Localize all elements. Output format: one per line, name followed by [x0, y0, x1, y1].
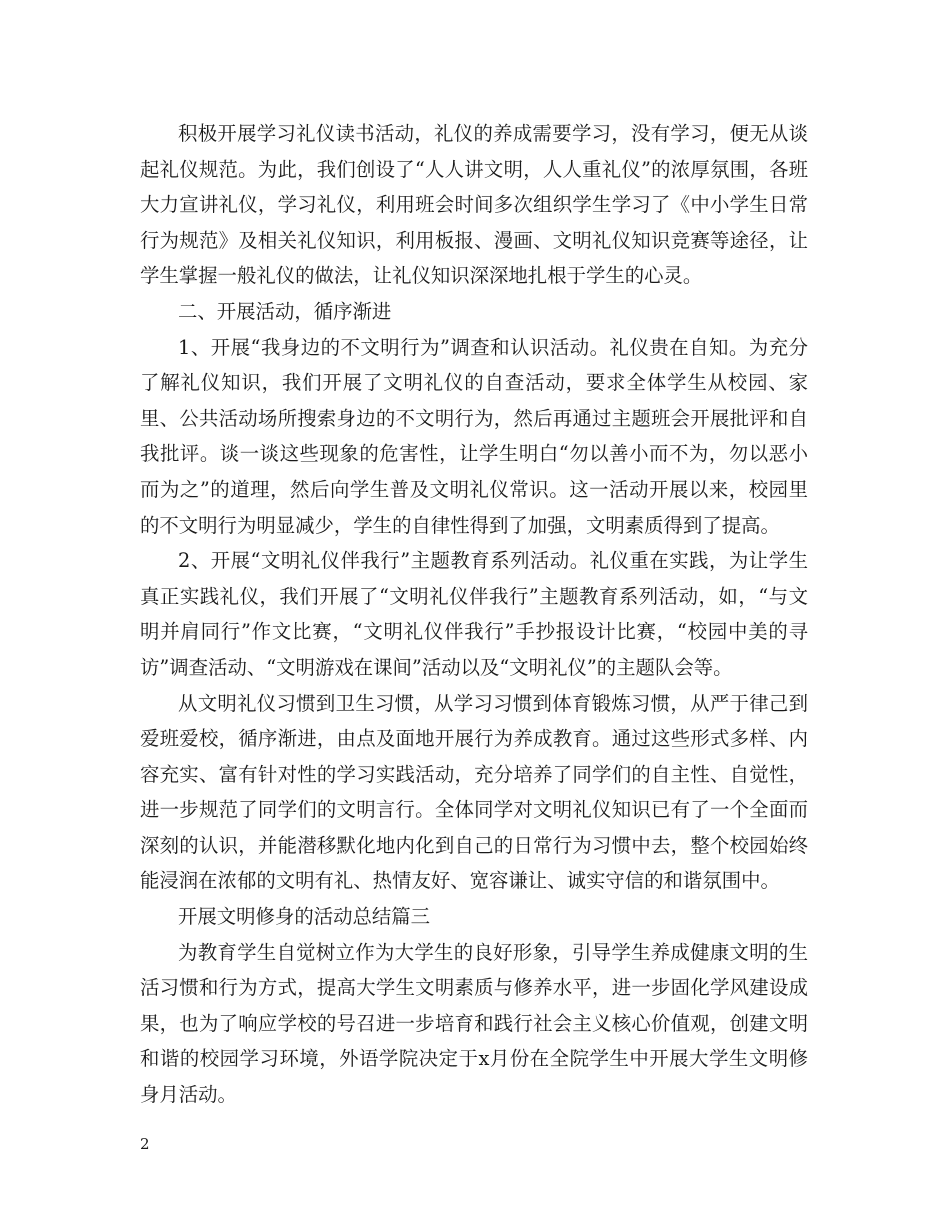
document-body — [140, 116, 808, 1113]
paragraph-reading-activity: 积极开展学习礼仪读书活动，礼仪的养成需要学习，没有学习，便无从谈起礼仪规范。为此，我们创设了“人人讲文明，人人重礼仪”的浓厚氛围，各班大力宣讲礼仪，学习礼仪，利用班会时间多次组织学生学习了《中小学生日常行为规范》及相关礼仪知识，利用板报、漫画、文明礼仪知识竞赛等途径，让学生掌握一般礼仪的做法，让礼仪知识深深地扎根于学生的心灵。 — [140, 122, 808, 288]
page-number: 2 — [140, 1135, 150, 1153]
paragraph-habits: 从文明礼仪习惯到卫生习惯，从学习习惯到体育锻炼习惯，从严于律己到爱班爱校，循序渐进，由点及面地开展行为养成教育。通过这些形式多样、内容充实、富有针对性的学习实践活动，充分培养了同学们的自主性、自觉性，进一步规范了同学们的文明言行。全体同学对文明礼仪知识已有了一个全面而深刻的认识，并能潜移默化地内化到自己的日常行为习惯中去，整个校园始终能浸润在浓郁的文明有礼、热情友好、宽容谦让、诚实守信的和谐氛围中。 — [140, 691, 808, 893]
paragraph-item-2: 2、开展“文明礼仪伴我行”主题教育系列活动。礼仪重在实践，为让学生真正实践礼仪，我们开展了“文明礼仪伴我行”主题教育系列活动，如，“与文明并肩同行”作文比赛，“文明礼仪伴我行”手抄报设计比赛，“校园中美的寻访”调查活动、“文明游戏在课间”活动以及“文明礼仪”的主题队会等。 — [140, 549, 808, 679]
paragraph-part-three-intro: 为教育学生自觉树立作为大学生的良好形象，引导学生养成健康文明的生活习惯和行为方式，提高大学生文明素质与修养水平，进一步固化学风建设成果，也为了响应学校的号召进一步培育和践行社会主义核心价值观，创建文明和谐的校园学习环境，外语学院决定于x月份在全院学生中开展大学生文明修身月活动。 — [140, 940, 808, 1107]
paragraph-item-1: 1、开展“我身边的不文明行为”调查和认识活动。礼仪贵在自知。为充分了解礼仪知识，我们开展了文明礼仪的自查活动，要求全体学生从校园、家里、公共活动场所搜索身边的不文明行为，然后再通过主题班会开展批评和自我批评。谈一谈这些现象的危害性，让学生明白“勿以善小而不为，勿以恶小而为之”的道理，然后向学生普及文明礼仪常识。这一活动开展以来，校园里的不文明行为明显减少，学生的自律性得到了加强，文明素质得到了提高。 — [140, 335, 808, 537]
section-heading-activities: 二、开展活动，循序渐进 — [178, 299, 392, 323]
section-heading-part-three: 开展文明修身的活动总结篇三 — [178, 905, 431, 929]
